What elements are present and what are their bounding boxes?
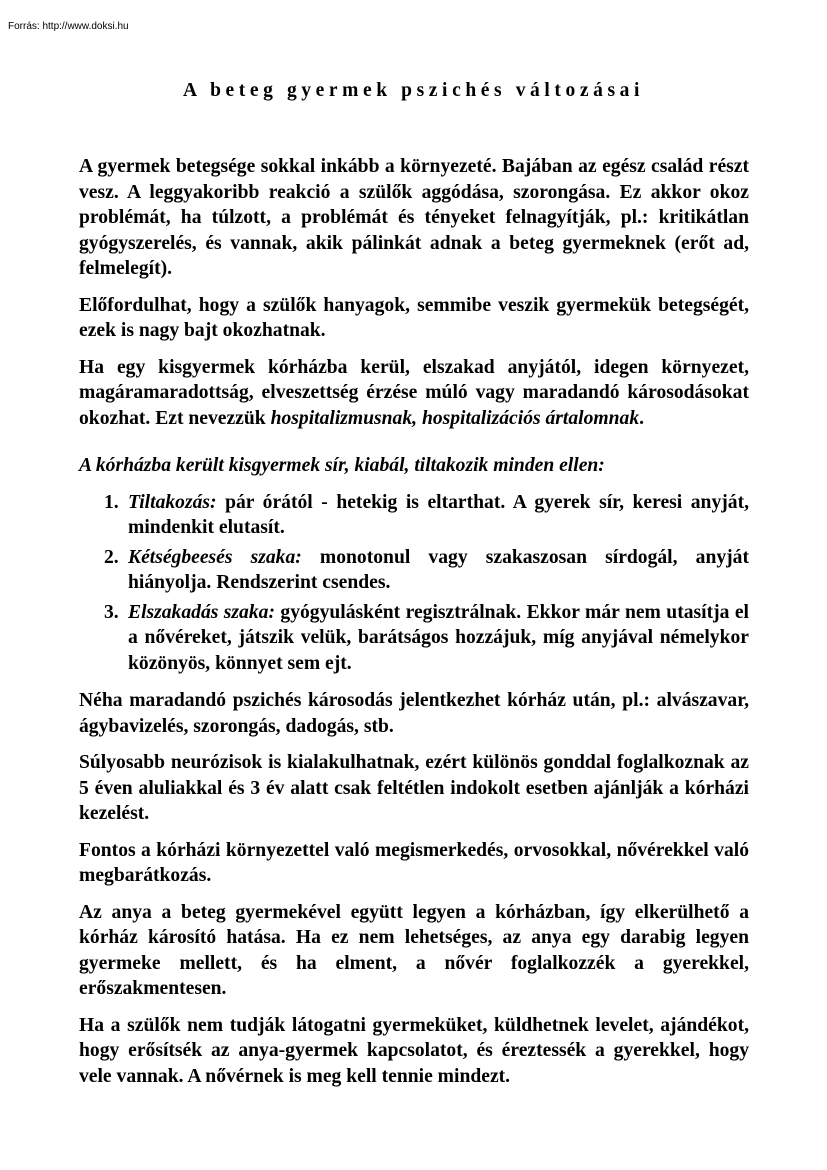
list-item-text: pár órától - hetekig is eltarthat. A gyerek sír, keresi anyját, mindenkit elutasít.: [128, 491, 749, 538]
document-body: [79, 154, 749, 1100]
closing-paragraph-4: Az anya a beteg gyermekével együtt legyen a kórházban, így elkerülhető a kórház károsító hatása. Ha ez nem lehetséges, az anya egy darabig legyen gyermeke mellett, és ha elment, a nővér foglalkozzék a gyerekkel, erőszakmentesen.: [79, 901, 749, 999]
source-line: Forrás: http://www.doksi.hu: [8, 21, 129, 32]
list-item-number: 3.: [104, 601, 119, 623]
intro-paragraph-1: A gyermek betegsége sokkal inkább a környezeté. Bajában az egész család részt vesz. A leggyakoribb reakció a szülők aggódása, szorongása. Ez akkor okoz problémát, ha túlzott, a problémát és tényeket felnagyítják, pl.: kritikátlan gyógyszerelés, és vannak, akik pálinkát adnak a beteg gyermeknek (erőt ad, felmelegít).: [79, 156, 749, 279]
hospitalism-term: hospitalizmusnak, hospitalizációs ártalomnak: [270, 407, 640, 429]
stages-lead: A kórházba került kisgyermek sír, kiabál, tiltakozik minden ellen:: [79, 455, 605, 476]
intro-paragraph-3-end: .: [639, 407, 645, 429]
list-item-term: Elszakadás szaka:: [128, 601, 275, 623]
stages-list: [79, 490, 749, 677]
intro-paragraph-3: [79, 355, 749, 432]
list-item: [79, 490, 749, 541]
closing-paragraph-5: Ha a szülők nem tudják látogatni gyermeküket, küldhetnek levelet, ajándékot, hogy erősítsék az anya-gyermek kapcsolatot, és éreztessék a gyerekkel, hogy vele vannak. A nővérnek is meg kell tennie mindezt.: [79, 1014, 749, 1087]
list-item-term: Tiltakozás:: [128, 491, 217, 513]
list-item-text: monotonul vagy szakaszosan sírdogál, anyját hiányolja. Rendszerint csendes.: [128, 546, 750, 593]
list-item-number: 1.: [104, 491, 119, 513]
closing-paragraph-2: Súlyosabb neurózisok is kialakulhatnak, ezért különös gonddal foglalkoznak az 5 éven aluliakkal és 3 év alatt csak feltétlen indokolt esetben ajánlják a kórházi kezelést.: [79, 752, 749, 824]
list-item-text: gyógyulásként regisztrálnak. Ekkor már nem utasítja el a nővéreket, játszik velük, barátságos hozzájuk, míg anyjával némelykor közönyös, könnyet sem ejt.: [128, 601, 750, 674]
intro-paragraph-2: Előfordulhat, hogy a szülők hanyagok, semmibe veszik gyermekük betegségét, ezek is nagy bajt okozhatnak.: [79, 294, 749, 341]
list-item-term: Kétségbeesés szaka:: [128, 546, 302, 568]
closing-paragraph-1: Néha maradandó pszichés károsodás jelentkezhet kórház után, pl.: alvászavar, ágybavizelés, szorongás, dadogás, stb.: [79, 690, 749, 737]
list-item: [79, 545, 749, 596]
list-item-number: 2.: [104, 546, 119, 568]
page-title: A beteg gyermek pszichés változásai: [182, 80, 645, 101]
list-item: [79, 600, 749, 677]
closing-paragraph-3: Fontos a kórházi környezettel való megismerkedés, orvosokkal, nővérekkel való megbarátkozás.: [79, 839, 749, 886]
intro-paragraph-3-text: Ha egy kisgyermek kórházba kerül, elszakad anyjától, idegen környezet, magáramaradottság, elveszettség érzése múló vagy maradandó károsodásokat okozhat. Ezt nevezzük: [79, 356, 749, 429]
